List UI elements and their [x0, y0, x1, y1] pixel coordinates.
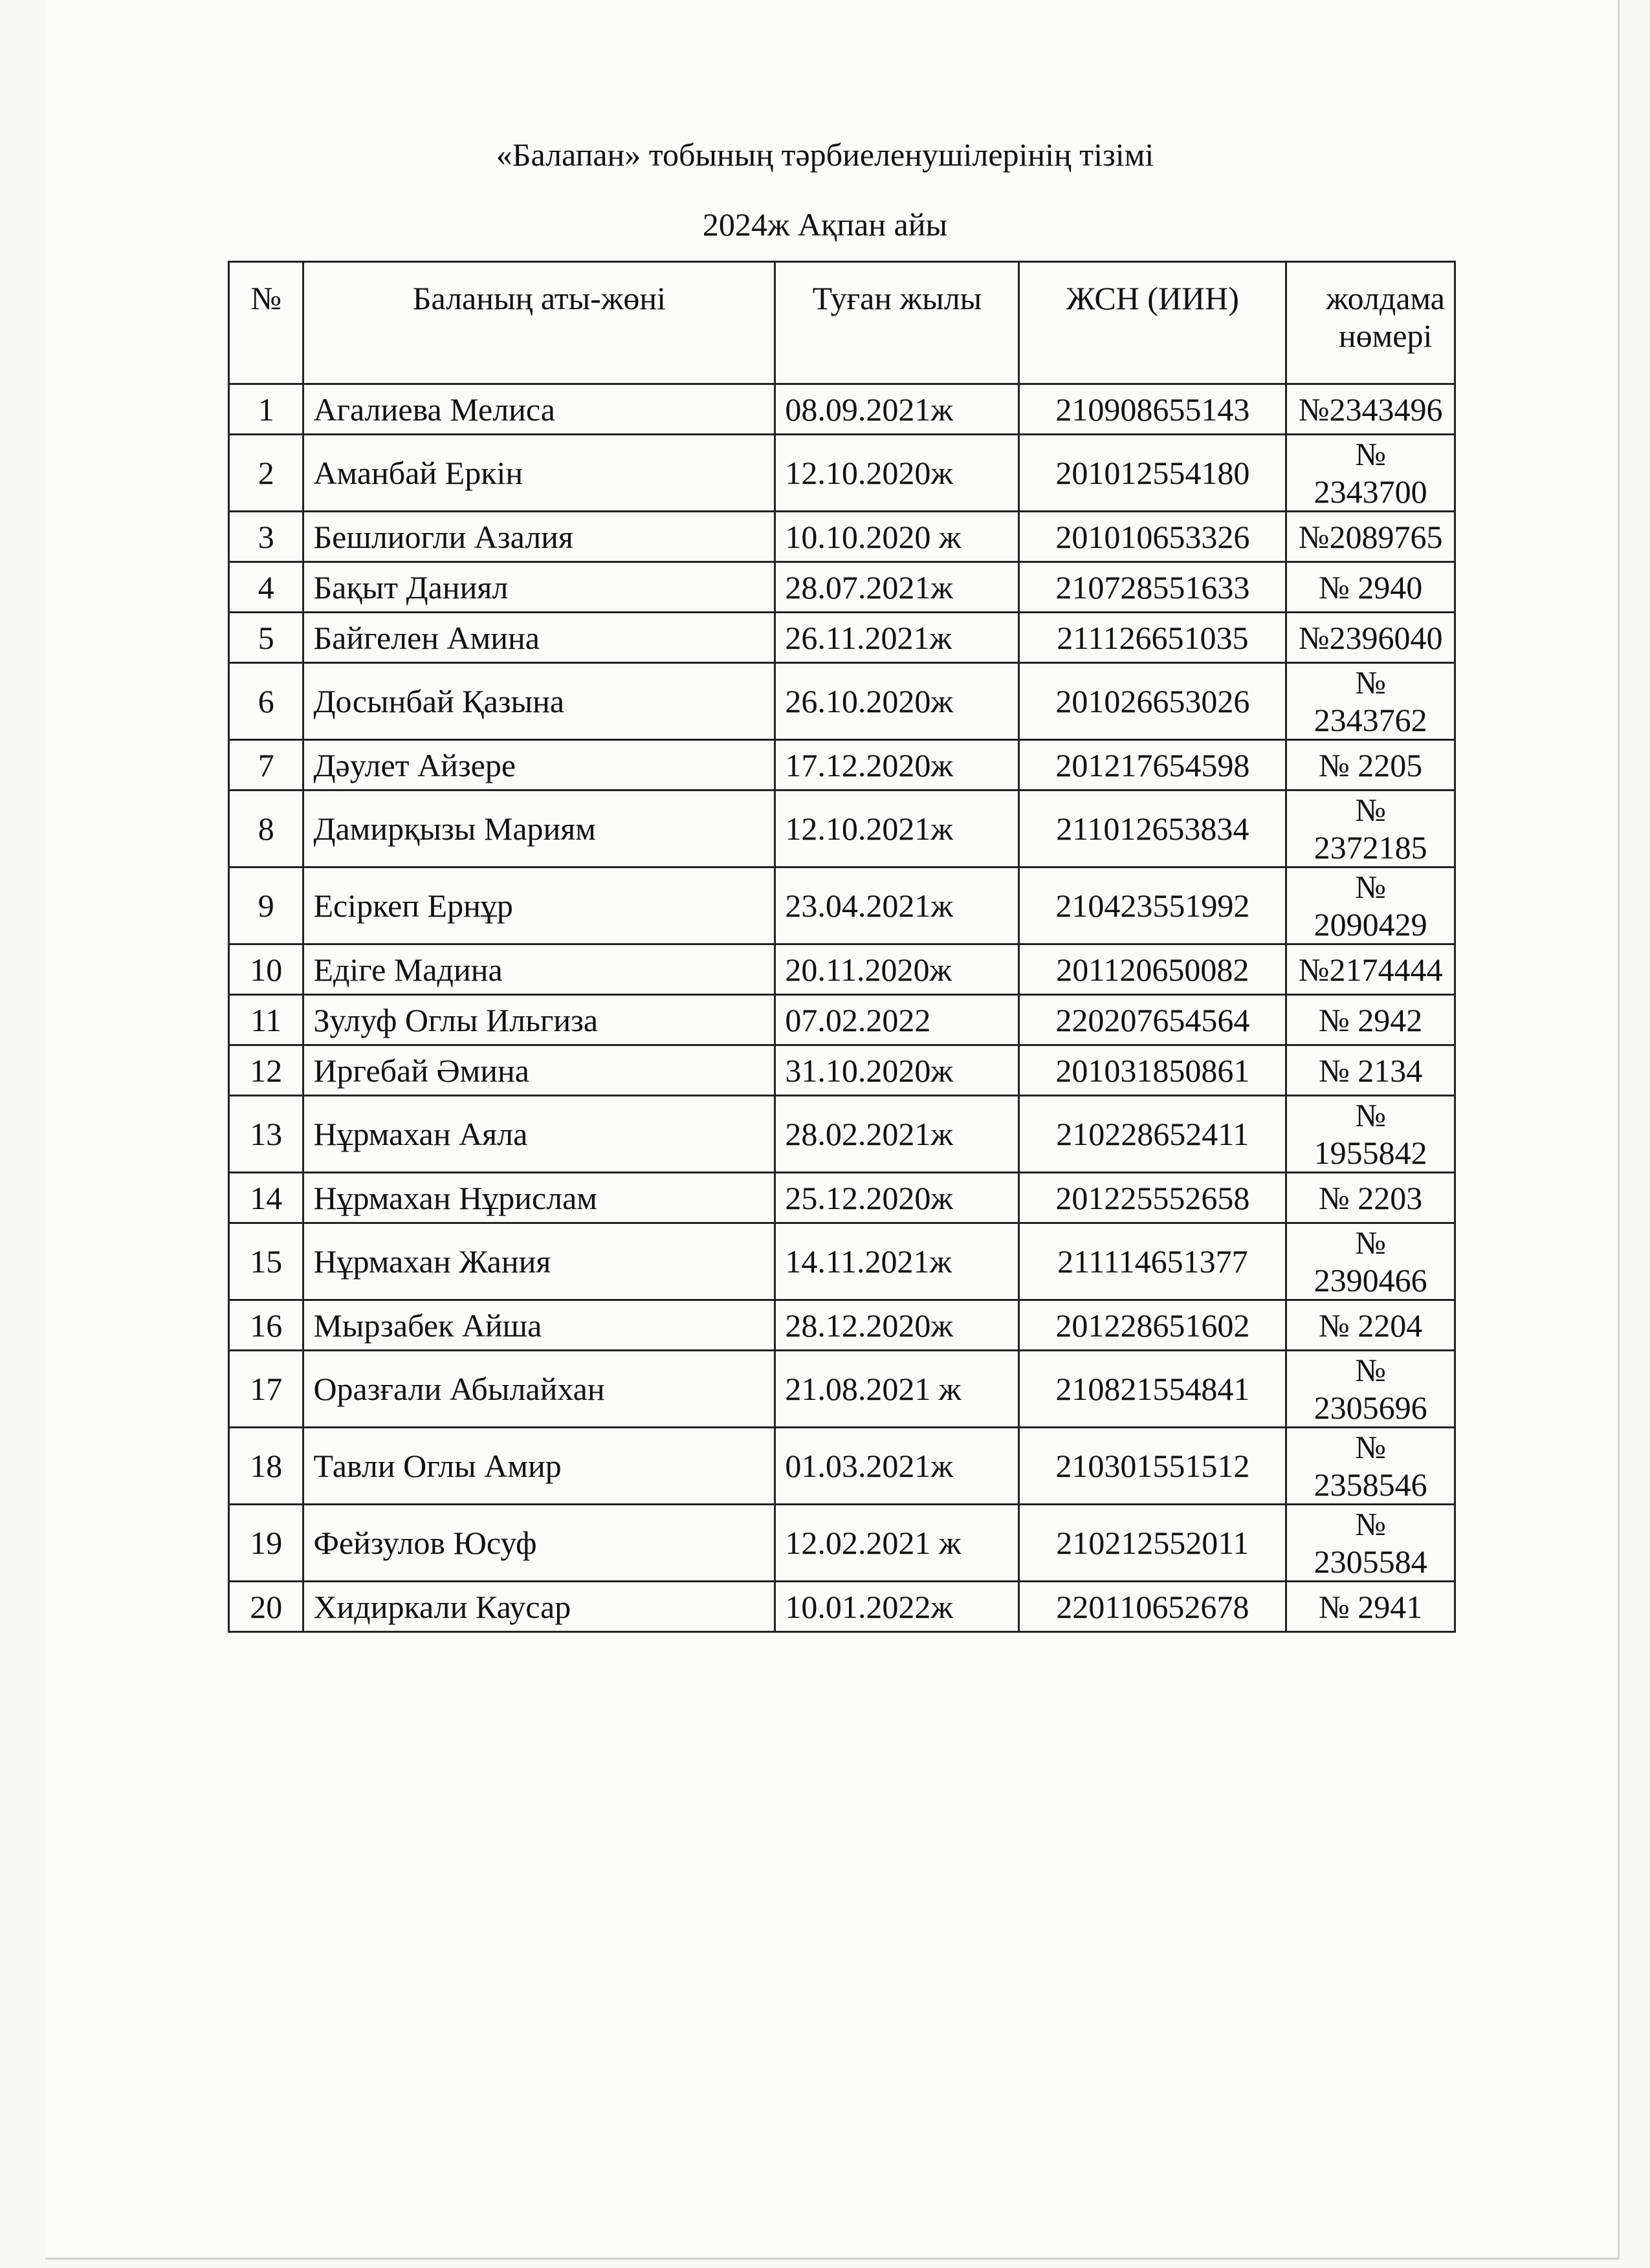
child-name: Агалиева Мелиса	[303, 384, 775, 435]
row-number: 4	[229, 562, 303, 613]
referral-number: № 2343700	[1286, 435, 1455, 512]
header-name: Баланың аты-жөні	[303, 262, 775, 384]
referral-number: № 2203	[1286, 1173, 1455, 1223]
row-number: 6	[229, 663, 303, 740]
iin-value: 201031850861	[1019, 1045, 1286, 1096]
table-row	[229, 1505, 1455, 1582]
iin-value: 211012653834	[1019, 791, 1286, 867]
row-number: 17	[229, 1351, 303, 1428]
row-number: 13	[229, 1096, 303, 1173]
child-name: Хидиркали Каусар	[303, 1582, 775, 1632]
child-name: Дамирқызы Мариям	[303, 791, 775, 867]
row-number: 10	[229, 944, 303, 995]
birth-date: 25.12.2020ж	[775, 1173, 1019, 1223]
table-row	[229, 1223, 1455, 1300]
iin-value: 201026653026	[1019, 663, 1286, 740]
iin-value: 210423551992	[1019, 867, 1286, 944]
iin-value: 210228652411	[1019, 1096, 1286, 1173]
header-iin: ЖСН (ИИН)	[1019, 262, 1286, 384]
document-title: «Балапан» тобының тәрбиеленушілерінің тізімі	[496, 136, 1154, 173]
child-name: Нұрмахан Жания	[303, 1223, 775, 1300]
table-row	[229, 1173, 1455, 1223]
table-header-row	[229, 262, 1455, 384]
iin-value: 210728551633	[1019, 562, 1286, 613]
row-number: 16	[229, 1300, 303, 1351]
iin-value: 211126651035	[1019, 613, 1286, 663]
birth-date: 12.10.2021ж	[775, 791, 1019, 867]
referral-number: № 2942	[1286, 995, 1455, 1045]
row-number: 2	[229, 435, 303, 512]
child-name: Досынбай Қазына	[303, 663, 775, 740]
header-birth-date: Туған жылы	[775, 262, 1019, 384]
iin-value: 210301551512	[1019, 1428, 1286, 1505]
iin-value: 201012554180	[1019, 435, 1286, 512]
row-number: 3	[229, 512, 303, 562]
referral-number: № 2343762	[1286, 663, 1455, 740]
iin-value: 211114651377	[1019, 1223, 1286, 1300]
birth-date: 26.11.2021ж	[775, 613, 1019, 663]
child-name: Оразғали Абылайхан	[303, 1351, 775, 1428]
referral-number: № 2205	[1286, 740, 1455, 791]
child-name: Нұрмахан Аяла	[303, 1096, 775, 1173]
child-name: Байгелен Амина	[303, 613, 775, 663]
referral-number: № 2372185	[1286, 791, 1455, 867]
iin-value: 210212552011	[1019, 1505, 1286, 1582]
table-row	[229, 740, 1455, 791]
table-row	[229, 1045, 1455, 1096]
children-list-table	[228, 261, 1456, 1633]
document-subtitle: 2024ж Ақпан айы	[702, 206, 948, 243]
child-name: Бешлиогли Азалия	[303, 512, 775, 562]
table-row	[229, 384, 1455, 435]
iin-value: 201010653326	[1019, 512, 1286, 562]
referral-number: № 2134	[1286, 1045, 1455, 1096]
iin-value: 201217654598	[1019, 740, 1286, 791]
birth-date: 10.10.2020 ж	[775, 512, 1019, 562]
child-name: Мырзабек Айша	[303, 1300, 775, 1351]
referral-number: № 2305696	[1286, 1351, 1455, 1428]
birth-date: 20.11.2020ж	[775, 944, 1019, 995]
referral-number: № 2305584	[1286, 1505, 1455, 1582]
referral-number: № 2390466	[1286, 1223, 1455, 1300]
birth-date: 28.07.2021ж	[775, 562, 1019, 613]
referral-number: №2343496	[1286, 384, 1455, 435]
child-name: Тавли Оглы Амир	[303, 1428, 775, 1505]
iin-value: 201225552658	[1019, 1173, 1286, 1223]
table-row	[229, 1096, 1455, 1173]
table-row	[229, 562, 1455, 613]
table-row	[229, 995, 1455, 1045]
child-name: Есіркеп Ернұр	[303, 867, 775, 944]
child-name: Зулуф Оглы Ильгиза	[303, 995, 775, 1045]
birth-date: 01.03.2021ж	[775, 1428, 1019, 1505]
referral-number: № 2941	[1286, 1582, 1455, 1632]
header-referral-number: жолдама нөмері	[1286, 262, 1455, 384]
referral-number: № 1955842	[1286, 1096, 1455, 1173]
row-number: 18	[229, 1428, 303, 1505]
child-name: Нұрмахан Нұрислам	[303, 1173, 775, 1223]
birth-date: 21.08.2021 ж	[775, 1351, 1019, 1428]
table-row	[229, 512, 1455, 562]
referral-number: № 2204	[1286, 1300, 1455, 1351]
table-row	[229, 1428, 1455, 1505]
referral-number: №2089765	[1286, 512, 1455, 562]
child-name: Бақыт Даниял	[303, 562, 775, 613]
row-number: 19	[229, 1505, 303, 1582]
birth-date: 28.12.2020ж	[775, 1300, 1019, 1351]
row-number: 8	[229, 791, 303, 867]
birth-date: 17.12.2020ж	[775, 740, 1019, 791]
child-name: Иргебай Әмина	[303, 1045, 775, 1096]
birth-date: 14.11.2021ж	[775, 1223, 1019, 1300]
referral-number: №2396040	[1286, 613, 1455, 663]
table-row	[229, 1300, 1455, 1351]
row-number: 1	[229, 384, 303, 435]
row-number: 20	[229, 1582, 303, 1632]
birth-date: 07.02.2022	[775, 995, 1019, 1045]
referral-number: № 2090429	[1286, 867, 1455, 944]
birth-date: 28.02.2021ж	[775, 1096, 1019, 1173]
birth-date: 23.04.2021ж	[775, 867, 1019, 944]
row-number: 9	[229, 867, 303, 944]
iin-value: 210908655143	[1019, 384, 1286, 435]
referral-number: №2174444	[1286, 944, 1455, 995]
iin-value: 220110652678	[1019, 1582, 1286, 1632]
row-number: 7	[229, 740, 303, 791]
row-number: 12	[229, 1045, 303, 1096]
row-number: 14	[229, 1173, 303, 1223]
birth-date: 26.10.2020ж	[775, 663, 1019, 740]
birth-date: 12.10.2020ж	[775, 435, 1019, 512]
row-number: 15	[229, 1223, 303, 1300]
row-number: 5	[229, 613, 303, 663]
table-row	[229, 944, 1455, 995]
table-row	[229, 435, 1455, 512]
child-name: Дәулет Айзере	[303, 740, 775, 791]
birth-date: 31.10.2020ж	[775, 1045, 1019, 1096]
row-number: 11	[229, 995, 303, 1045]
child-name: Едіге Мадина	[303, 944, 775, 995]
table-row	[229, 1351, 1455, 1428]
table-row	[229, 663, 1455, 740]
iin-value: 210821554841	[1019, 1351, 1286, 1428]
table-row	[229, 613, 1455, 663]
birth-date: 12.02.2021 ж	[775, 1505, 1019, 1582]
iin-value: 201228651602	[1019, 1300, 1286, 1351]
child-name: Аманбай Еркін	[303, 435, 775, 512]
iin-value: 201120650082	[1019, 944, 1286, 995]
iin-value: 220207654564	[1019, 995, 1286, 1045]
table-row	[229, 1582, 1455, 1632]
header-number: №	[229, 262, 303, 384]
child-name: Фейзулов Юсуф	[303, 1505, 775, 1582]
referral-number: № 2358546	[1286, 1428, 1455, 1505]
referral-number: № 2940	[1286, 562, 1455, 613]
birth-date: 10.01.2022ж	[775, 1582, 1019, 1632]
birth-date: 08.09.2021ж	[775, 384, 1019, 435]
table-row	[229, 791, 1455, 867]
table-row	[229, 867, 1455, 944]
